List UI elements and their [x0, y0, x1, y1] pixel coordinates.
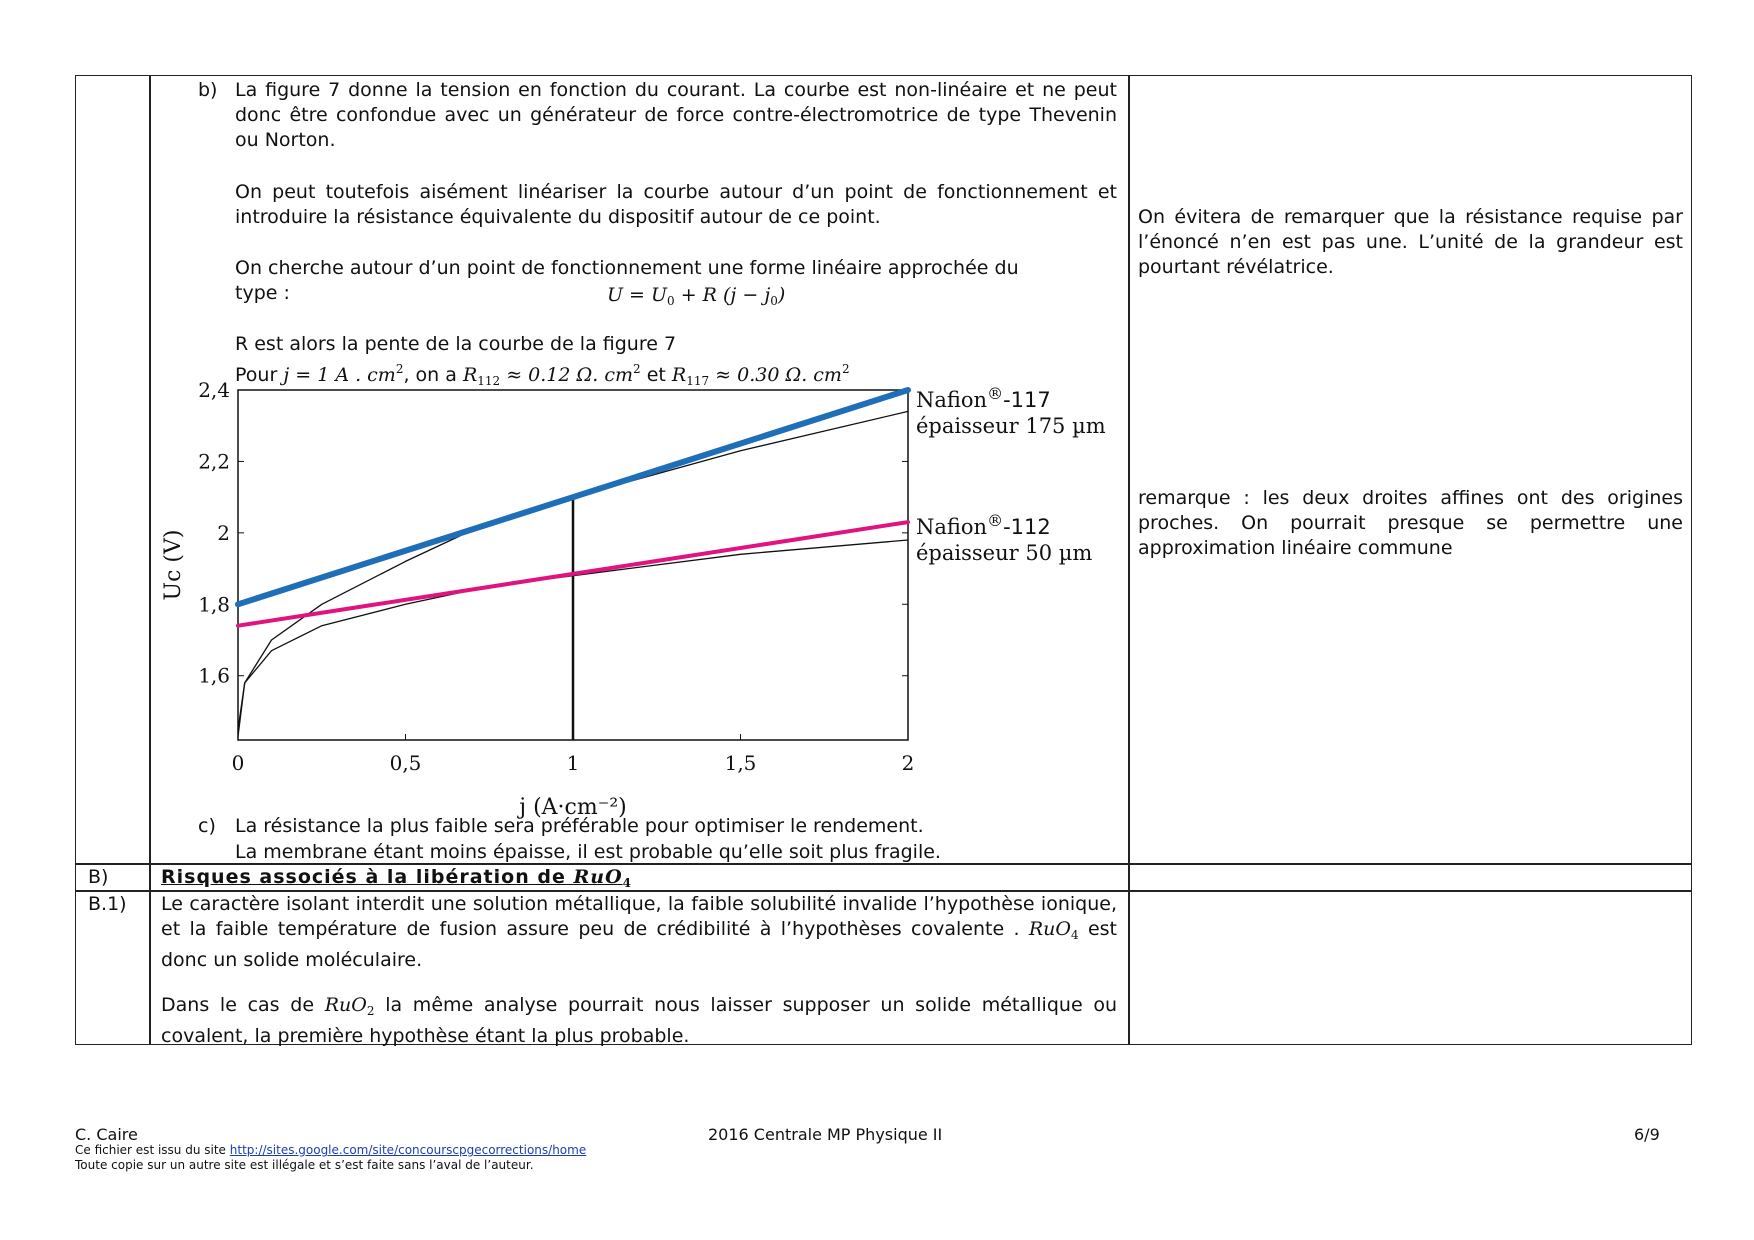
item-c-label: c) [198, 815, 216, 837]
resistance-values-line: Pour j = 1 A . $cm^2$, on a $R_{112} \approx 0.12$ Ω. $cm^2$ et $R_{117} \approx 0.30$ Ω. $cm^2$ [235, 362, 850, 388]
y-tick-label: 1,8 [198, 592, 230, 617]
legend-nafion-117-name: Nafion®-117 [916, 384, 1051, 412]
source-link[interactable]: http://sites.google.com/site/concourscpgecorrections/home [229, 1143, 587, 1157]
item-c-line-2: La membrane étant moins épaisse, il est probable qu’elle soit plus fragile. [235, 841, 941, 863]
x-tick-label: 1,5 [724, 751, 757, 775]
x-axis-label: j (A·cm⁻²) [519, 795, 627, 820]
y-tick-label: 2,2 [198, 449, 230, 474]
item-b-paragraph-2: On peut toutefois aisément linéariser la courbe autour d’un point de fonctionnement et introduire la résistance équivalente du dispositif autour de ce point. [235, 181, 1117, 228]
y-axis-label: Uc (V) [161, 529, 186, 601]
x-tick-label: 1 [566, 751, 580, 775]
remark-common-origin: remarque : les deux droites affines ont des origines proches. On pourrait presque se permettre une approximation linéaire commune [1138, 487, 1683, 559]
item-b-paragraph-4: R est alors la pente de la courbe de la figure 7 [235, 333, 677, 355]
item-b-type-label: type : [235, 282, 290, 304]
figure-7-chart [150, 378, 1106, 820]
x-tick-label: 0,5 [389, 751, 422, 775]
item-b-paragraph-1: La figure 7 donne la tension en fonction du courant. La courbe est non-linéaire et ne peut donc être confondue avec un générateur de force contre-électromotrice de type Thevenin ou Norton. [235, 79, 1117, 151]
item-c-line-1: La résistance la plus faible sera préférable pour optimiser le rendement. [235, 815, 924, 837]
linear-form-equation: $U = U_0 + R$ $(j - j_0)$ [607, 284, 786, 308]
row-B-label: B) [88, 866, 109, 888]
legend-nafion-117-thickness: épaisseur 175 µm [916, 414, 1106, 438]
footer-copyright: Toute copie sur un autre site est illégale et s’est faite sans l’aval de l’auteur. [75, 1158, 534, 1172]
row-B-title: Risques associés à la libération de RuO$_4$ [161, 866, 632, 890]
y-tick-label: 1,6 [198, 663, 230, 688]
footer-exam-title: 2016 Centrale MP Physique II [708, 1125, 943, 1144]
column-divider-2 [1128, 76, 1130, 1044]
row-B1-label: B.1) [88, 893, 127, 915]
row-B1-paragraph-2: Dans le cas de RuO$_2$ la même analyse pourrait nous laisser supposer un solide métallique ou covalent, la première hypothèse étant la plus probable. [161, 994, 1117, 1047]
item-b-paragraph-3: On cherche autour d’un point de fonctionnement une forme linéaire approchée du [235, 257, 1019, 279]
y-tick-label: 2,4 [198, 378, 230, 402]
remark-resistance-unit: On évitera de remarquer que la résistance requise par l’énoncé n’en est pas une. L’unité de la grandeur est pourtant révélatrice. [1138, 206, 1683, 278]
item-b-label: b) [198, 79, 218, 101]
footer-author: C. Caire [75, 1125, 138, 1144]
x-tick-label: 2 [901, 751, 915, 775]
legend-nafion-112-name: Nafion®-112 [916, 511, 1051, 539]
y-tick-label: 2 [217, 520, 230, 545]
footer-source: Ce fichier est issu du site http://sites.google.com/site/concourscpgecorrections/home [75, 1143, 587, 1157]
legend-nafion-112-thickness: épaisseur 50 µm [916, 541, 1093, 565]
footer-page-number: 6/9 [1634, 1125, 1660, 1144]
row-B1-paragraph-1: Le caractère isolant interdit une solution métallique, la faible solubilité invalide l’hypothèse ionique, et la faible température de fusion assure peu de crédibilité à l’hypothèses covalente . RuO$_4$ est donc un solide moléculaire. [161, 893, 1118, 971]
x-tick-label: 0 [231, 751, 245, 775]
